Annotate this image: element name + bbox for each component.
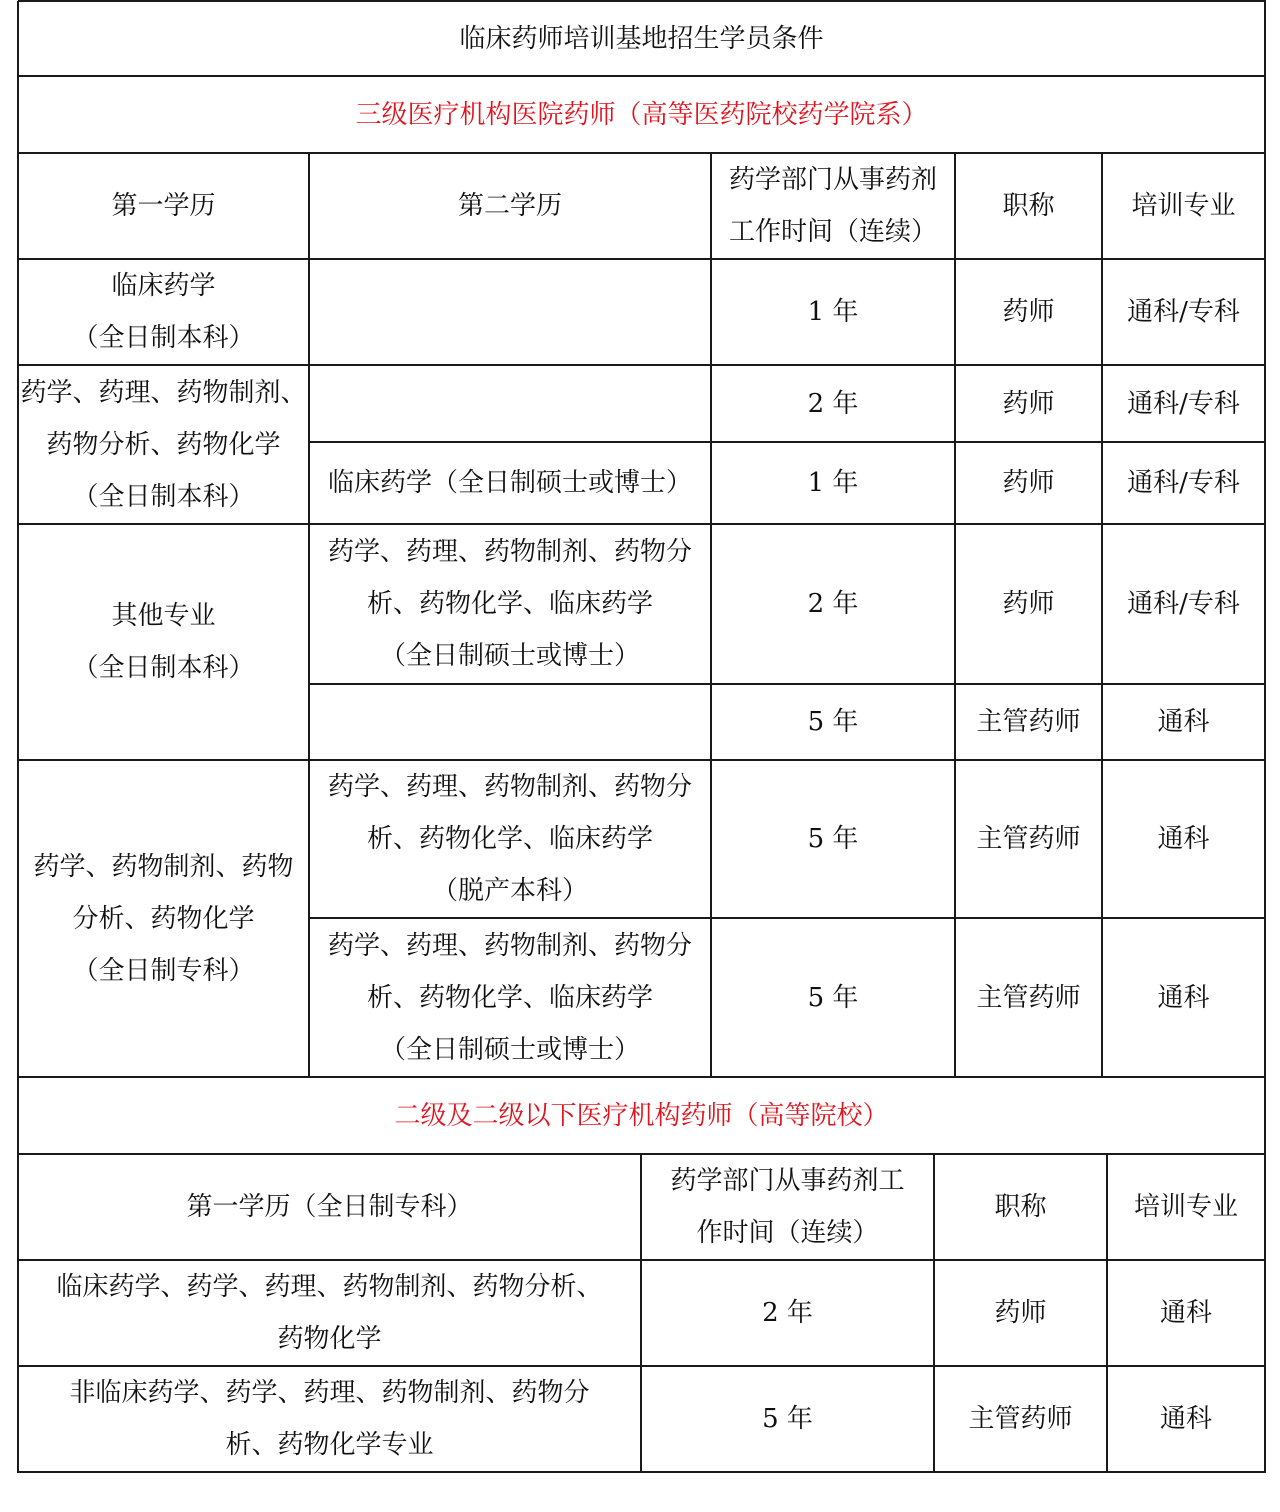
row-divider bbox=[18, 523, 1266, 525]
major-cell: 通科/专科 bbox=[1127, 388, 1240, 419]
first-degree-group-line: 药物分析、药物化学 bbox=[46, 429, 281, 460]
table-title: 临床药师培训基地招生学员条件 bbox=[459, 23, 824, 54]
first-degree-group bbox=[18, 259, 309, 365]
first-degree-group-line: 临床药学 bbox=[111, 271, 216, 301]
row-divider bbox=[309, 683, 1266, 685]
title-cell: 药师 bbox=[1002, 297, 1055, 327]
first-degree-cell bbox=[18, 1366, 641, 1472]
column-divider bbox=[954, 153, 956, 1078]
first-degree-cell-line: 临床药学、药学、药理、药物制剂、药物分析、 bbox=[56, 1272, 603, 1302]
title-cell: 药师 bbox=[994, 1298, 1047, 1328]
work-years-cell: 1 年 bbox=[807, 468, 859, 498]
title-cell: 主管药师 bbox=[976, 982, 1081, 1013]
second-degree-cell-line: 析、药物化学、临床药学 bbox=[366, 589, 653, 619]
second-degree-cell-line: （脱产本科） bbox=[431, 876, 588, 906]
first-degree-cell-line: 析、药物化学专业 bbox=[225, 1430, 434, 1460]
second-degree-cell bbox=[309, 524, 711, 684]
second-degree-cell-line: 药学、药理、药物制剂、药物分 bbox=[327, 537, 692, 567]
first-degree-cell-line: 药物化学 bbox=[277, 1324, 382, 1354]
row-divider bbox=[18, 1153, 1266, 1155]
first-degree-group bbox=[18, 365, 309, 524]
column-divider bbox=[640, 1154, 642, 1473]
column-header-work-years bbox=[641, 1154, 934, 1260]
first-degree-group-line: （全日制本科） bbox=[72, 323, 255, 353]
table-border-left bbox=[17, 1, 19, 1473]
title-cell: 药师 bbox=[1002, 468, 1055, 498]
first-degree-group-line: （全日制专科） bbox=[72, 955, 255, 986]
first-degree-group-line: （全日制本科） bbox=[72, 653, 255, 683]
major-cell: 通科 bbox=[1157, 707, 1210, 737]
section-heading: 三级医疗机构医院药师（高等医药院校药学院系） bbox=[355, 99, 928, 130]
second-degree-cell bbox=[309, 259, 711, 365]
column-divider bbox=[933, 1154, 935, 1473]
first-degree-group-line: （全日制本科） bbox=[72, 481, 255, 512]
work-years-cell: 1 年 bbox=[807, 297, 859, 327]
work-years-cell: 2 年 bbox=[762, 1298, 813, 1328]
first-degree-group-line: 分析、药物化学 bbox=[72, 903, 255, 934]
column-divider bbox=[308, 153, 310, 1078]
second-degree-cell-line: 药学、药理、药物制剂、药物分 bbox=[327, 930, 692, 961]
second-degree-cell-line: （全日制硕士或博士） bbox=[379, 1034, 640, 1065]
column-header-first-degree: 第一学历 bbox=[111, 191, 216, 221]
table-border-right bbox=[1264, 1, 1266, 1473]
table-border-top bbox=[18, 0, 1266, 2]
work-years-cell: 5 年 bbox=[807, 824, 859, 854]
column-header-title: 职称 bbox=[994, 1192, 1047, 1222]
work-years-cell: 2 年 bbox=[807, 388, 859, 419]
title-cell: 主管药师 bbox=[976, 824, 1081, 854]
row-divider bbox=[309, 917, 1266, 919]
first-degree-group-line: 药学、药物制剂、药物 bbox=[33, 851, 294, 882]
second-degree-cell bbox=[309, 442, 711, 524]
major-cell: 通科 bbox=[1159, 1404, 1212, 1434]
major-cell: 通科/专科 bbox=[1127, 468, 1240, 498]
second-degree-cell-line: 析、药物化学、临床药学 bbox=[366, 982, 653, 1013]
row-divider bbox=[18, 1076, 1266, 1078]
major-cell: 通科 bbox=[1157, 982, 1210, 1013]
second-degree-cell bbox=[309, 684, 711, 760]
table-border-bottom bbox=[18, 1471, 1266, 1473]
column-header-first-degree: 第一学历（全日制专科） bbox=[186, 1192, 473, 1222]
row-divider bbox=[18, 364, 1266, 366]
second-degree-cell-line: （全日制硕士或博士） bbox=[379, 641, 640, 671]
second-degree-cell bbox=[309, 365, 711, 442]
column-header-work-years-line: 药学部门从事药剂工 bbox=[670, 1166, 905, 1196]
column-header-title: 职称 bbox=[1002, 191, 1055, 221]
work-years-cell: 2 年 bbox=[807, 589, 859, 619]
column-divider bbox=[710, 153, 712, 1078]
title-cell: 药师 bbox=[1002, 589, 1055, 619]
row-divider bbox=[18, 152, 1266, 154]
major-cell: 通科 bbox=[1157, 824, 1210, 854]
second-degree-cell-line: 析、药物化学、临床药学 bbox=[366, 824, 653, 854]
row-divider bbox=[18, 759, 1266, 761]
column-header-work-years-line: 药学部门从事药剂 bbox=[728, 165, 937, 195]
major-cell: 通科 bbox=[1159, 1298, 1212, 1328]
major-cell: 通科/专科 bbox=[1127, 297, 1240, 327]
second-degree-cell bbox=[309, 918, 711, 1077]
column-header-work-years bbox=[711, 153, 955, 259]
row-divider bbox=[309, 441, 1266, 443]
column-header-major: 培训专业 bbox=[1131, 191, 1236, 221]
title-cell: 主管药师 bbox=[968, 1404, 1073, 1434]
first-degree-cell bbox=[18, 1260, 641, 1366]
column-divider bbox=[1106, 1154, 1108, 1473]
major-cell: 通科/专科 bbox=[1127, 589, 1240, 619]
row-divider bbox=[18, 258, 1266, 260]
second-degree-cell-line: 临床药学（全日制硕士或博士） bbox=[327, 468, 692, 498]
section-heading: 二级及二级以下医疗机构药师（高等院校） bbox=[394, 1100, 889, 1131]
first-degree-group-line: 其他专业 bbox=[111, 601, 216, 631]
second-degree-cell-line: 药学、药理、药物制剂、药物分 bbox=[327, 772, 692, 802]
second-degree-cell bbox=[309, 760, 711, 918]
work-years-cell: 5 年 bbox=[762, 1404, 813, 1434]
row-divider bbox=[18, 1365, 1266, 1367]
first-degree-group bbox=[18, 760, 309, 1077]
first-degree-cell-line: 非临床药学、药学、药理、药物制剂、药物分 bbox=[69, 1378, 590, 1408]
column-divider bbox=[1101, 153, 1103, 1078]
first-degree-group bbox=[18, 524, 309, 760]
column-header-major: 培训专业 bbox=[1133, 1192, 1238, 1222]
title-cell: 主管药师 bbox=[976, 707, 1081, 737]
column-header-work-years-line: 工作时间（连续） bbox=[728, 217, 937, 247]
work-years-cell: 5 年 bbox=[807, 982, 859, 1013]
column-header-work-years-line: 作时间（连续） bbox=[696, 1218, 879, 1248]
work-years-cell: 5 年 bbox=[807, 707, 859, 737]
title-cell: 药师 bbox=[1002, 388, 1055, 419]
first-degree-group-line: 药学、药理、药物制剂、 bbox=[20, 377, 307, 408]
row-divider bbox=[18, 75, 1266, 77]
row-divider bbox=[18, 1259, 1266, 1261]
column-header-second-degree: 第二学历 bbox=[457, 191, 562, 221]
